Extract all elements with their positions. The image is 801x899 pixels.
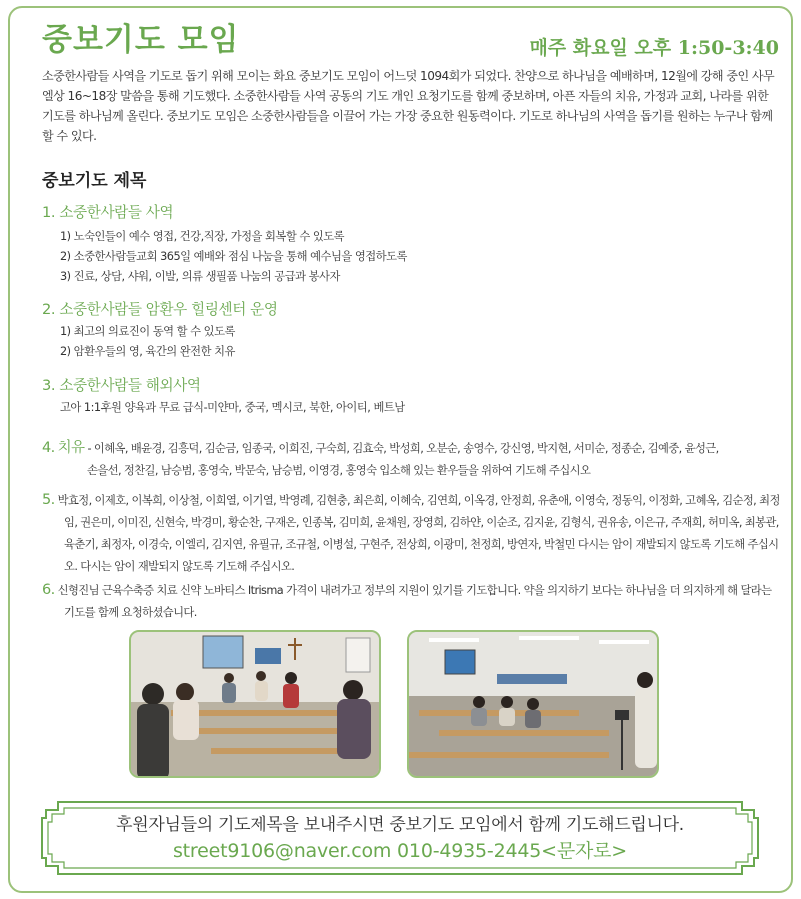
item-5-block	[42, 489, 782, 578]
item-4-block	[42, 437, 782, 482]
item-3-heading: 3. 소중한사람들 해외사역	[42, 377, 201, 394]
item-4-number: 4.	[42, 440, 55, 456]
item-1-sub-3: 3) 진료, 상담, 샤워, 이발, 의류 생필품 나눔의 공급과 봉사자	[60, 270, 340, 283]
page-title: 중보기도 모임	[42, 22, 240, 58]
contact-banner	[40, 800, 760, 876]
item-5-text: 박효정, 이제호, 이복희, 이상철, 이희열, 이기열, 박영례, 김현충, 최은희, 이혜숙, 김연희, 이옥경, 안정희, 유춘애, 이영숙, 정동익, 이정화, 고혜옥, 김순정, 최정임, 권은미, 이미진, 신현숙, 박경미, 황순찬, 구재온, 인종복, 김미희, 윤채원, 장영희, 김하얀, 이순조, 김지윤, 김형식, 권유송, 이은규, 주재희, 허미옥, 최봉관, 육춘기, 최정자, 이경숙, 이엘리, 김지연, 유필규, 조규철, 이병설, 구현주, 전상희, 이광미, 천정희, 방연자, 박철민 다시는 암이 재발되지 않도록 기도해 주십시오. 다시는 암이 재발되지 않도록 기도해 주십시오.	[57, 494, 780, 573]
item-4-line-1: - 이혜옥, 배윤경, 김흥덕, 김순금, 임종국, 이희진, 구숙희, 김효숙, 박성희, 오분순, 송영수, 강신영, 박지현, 서미순, 정종순, 김예중, 윤성근,	[84, 442, 719, 455]
banner-contact: street9106@naver.com 010-4935-2445<문자로>	[172, 840, 628, 862]
meeting-photo-2	[407, 630, 659, 778]
item-2-heading: 2. 소중한사람들 암환우 힐링센터 운영	[42, 301, 278, 318]
item-1-sub-2: 2) 소중한사람들교회 365일 예배와 점심 나눔을 통해 예수님을 영접하도록	[60, 250, 407, 263]
banner-message: 후원자님들의 기도제목을 보내주시면 중보기도 모임에서 함께 기도해드립니다.	[116, 815, 684, 835]
item-2-sub-2: 2) 암환우들의 영, 육간의 완전한 치유	[60, 345, 235, 358]
meeting-schedule: 매주 화요일 오후 1:50-3:40	[529, 37, 779, 59]
item-6-block	[42, 579, 782, 624]
item-1-heading: 1. 소중한사람들 사역	[42, 204, 174, 221]
item-1-sub-1: 1) 노숙인들이 예수 영접, 건강,직장, 가정을 회복할 수 있도록	[60, 230, 345, 243]
item-6-text: 신형진님 근육수축증 치료 신약 노바티스 Itrisma 가격이 내려가고 정부의 지원이 있기를 기도합니다. 약을 의지하기 보다는 하나님을 더 의지하게 해 달라는 기도를 함께 요청하셨습니다.	[57, 584, 772, 619]
section-title: 중보기도 제목	[42, 171, 147, 191]
item-5-number: 5.	[42, 492, 55, 508]
meeting-photo-1-image	[131, 632, 381, 778]
item-4-line-2: 손을선, 정찬길, 남승범, 홍영숙, 박문숙, 남승범, 이영경, 홍영숙 입소해 있는 환우들을 위하여 기도해 주십시오	[87, 464, 591, 477]
meeting-photo-1	[129, 630, 381, 778]
meeting-photo-2-image	[409, 632, 659, 778]
intro-paragraph: 소중한사람들 사역을 기도로 돕기 위해 모이는 화요 중보기도 모임이 어느덧 1094회가 되었다. 찬양으로 하나님을 예배하며, 12월에 강해 중인 사무엘상 16~18장 말씀을 통해 기도했다. 소중한사람들 사역 공동의 기도 개인 요청기도를 함께 중보하며, 아픈 자들의 치유, 가정과 교회, 나라를 위한 기도를 하나님께 올린다. 중보기도 모임은 소중한사람들을 이끌어 가는 가장 중요한 원동력이다. 기도로 하나님의 사역을 돕기를 원하는 누구나 함께 할 수 있다.	[42, 69, 775, 143]
item-3-sub-1: 고아 1:1후원 양육과 무료 급식-미얀마, 중국, 멕시코, 북한, 아이티, 베트남	[60, 401, 405, 414]
item-6-number: 6.	[42, 582, 55, 598]
item-4-label: 치유	[57, 440, 85, 456]
item-2-sub-1: 1) 최고의 의료진이 동역 할 수 있도록	[60, 325, 235, 338]
